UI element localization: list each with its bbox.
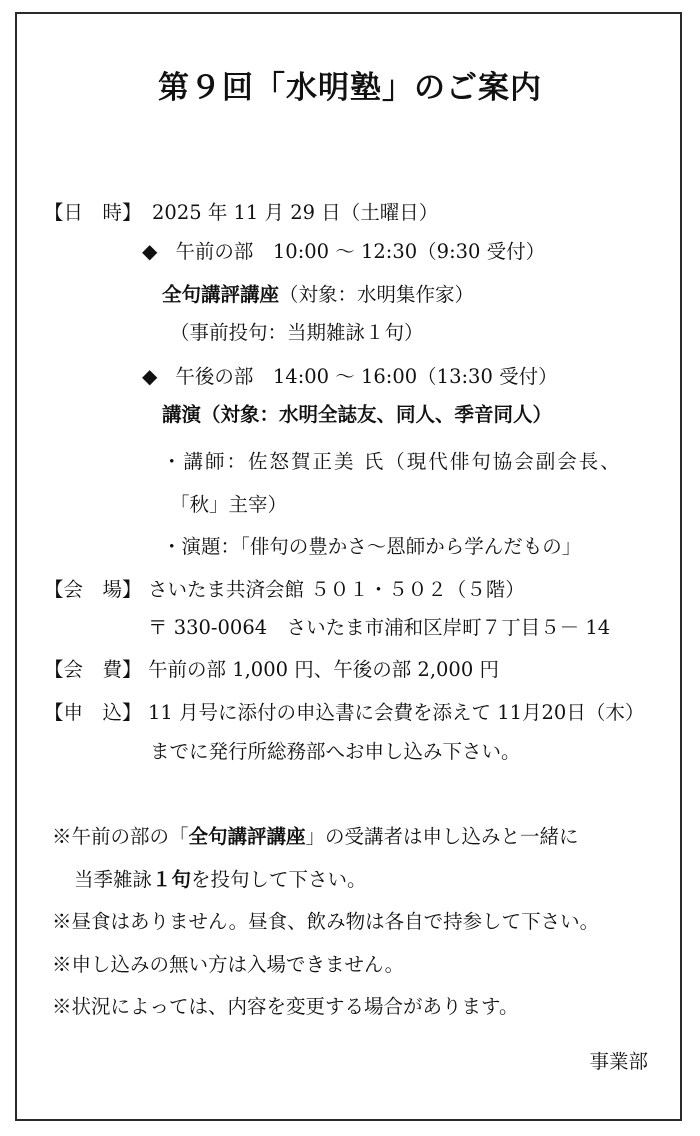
schedule-label: 【日 時】 — [44, 201, 142, 224]
note-1-course-name: 全句講評講座 — [188, 825, 306, 848]
page-title: 第９回「水明塾」のご案内 — [158, 70, 542, 106]
note-1-prefix: ※午前の部の「 — [52, 825, 189, 848]
note-2: ※昼食はありません。昼食、飲み物は各自で持参して下さい。 — [52, 910, 600, 933]
venue-row — [44, 577, 525, 603]
venue-label: 【会 場】 — [44, 578, 142, 601]
morning-session-row — [142, 238, 545, 265]
morning-course-row — [162, 282, 474, 308]
note-1 — [52, 824, 579, 850]
application-label: 【申 込】 — [44, 701, 142, 724]
schedule-date: 2025 年 11 月 29 日（土曜日） — [152, 201, 439, 224]
fee-value: 午前の部 1,000 円、午後の部 2,000 円 — [148, 658, 499, 681]
afternoon-session-row — [142, 363, 558, 390]
note-1-continued — [74, 867, 367, 893]
fee-row — [44, 657, 499, 683]
morning-course-note: （事前投句：当期雑詠１句） — [170, 321, 424, 344]
venue-name: さいたま共済会館 ５０１・５０２（５階） — [148, 578, 525, 601]
note-1b-prefix: 当季雑詠 — [74, 868, 153, 891]
lecture-name: 講演（対象：水明全誌友、同人、季音同人） — [162, 403, 553, 426]
application-line2: までに発行所総務部へお申し込み下さい。 — [150, 740, 521, 763]
schedule-row — [44, 200, 438, 226]
morning-session-time: 午前の部 10:00 ～ 12:30（9:30 受付） — [175, 240, 546, 263]
afternoon-session-time: 午後の部 14:00 ～ 16:00（13:30 受付） — [175, 365, 558, 388]
morning-course-name: 全句講評講座 — [162, 283, 280, 306]
lecturer-continued: 「秋」主宰） — [170, 493, 288, 516]
venue-address: 〒 330-0064 さいたま市浦和区岸町７丁目５－ 14 — [148, 616, 611, 639]
note-3: ※申し込みの無い方は入場できません。 — [52, 953, 405, 976]
fee-label: 【会 費】 — [44, 658, 142, 681]
diamond-bullet-icon: ◆ — [142, 364, 158, 388]
application-row — [44, 700, 644, 726]
lecture-topic: ・演題：「俳句の豊かさ～恩師から学んだもの」 — [162, 535, 582, 558]
morning-course-target: （対象：水明集作家） — [279, 283, 475, 306]
lecturer: ・講師：佐怒賀正美 氏（現代俳句協会副会長、 — [162, 450, 622, 473]
note-1-suffix: 」の受講者は申し込みと一緒に — [305, 825, 579, 848]
diamond-bullet-icon: ◆ — [142, 239, 158, 263]
signature: 事業部 — [589, 1050, 648, 1073]
note-1b-suffix: を投句して下さい。 — [191, 868, 367, 891]
note-1b-count: １句 — [152, 868, 192, 891]
application-line1: 11 月号に添付の申込書に会費を添えて 11月20日（木） — [148, 701, 645, 724]
note-4: ※状況によっては、内容を変更する場合があります。 — [52, 995, 519, 1018]
